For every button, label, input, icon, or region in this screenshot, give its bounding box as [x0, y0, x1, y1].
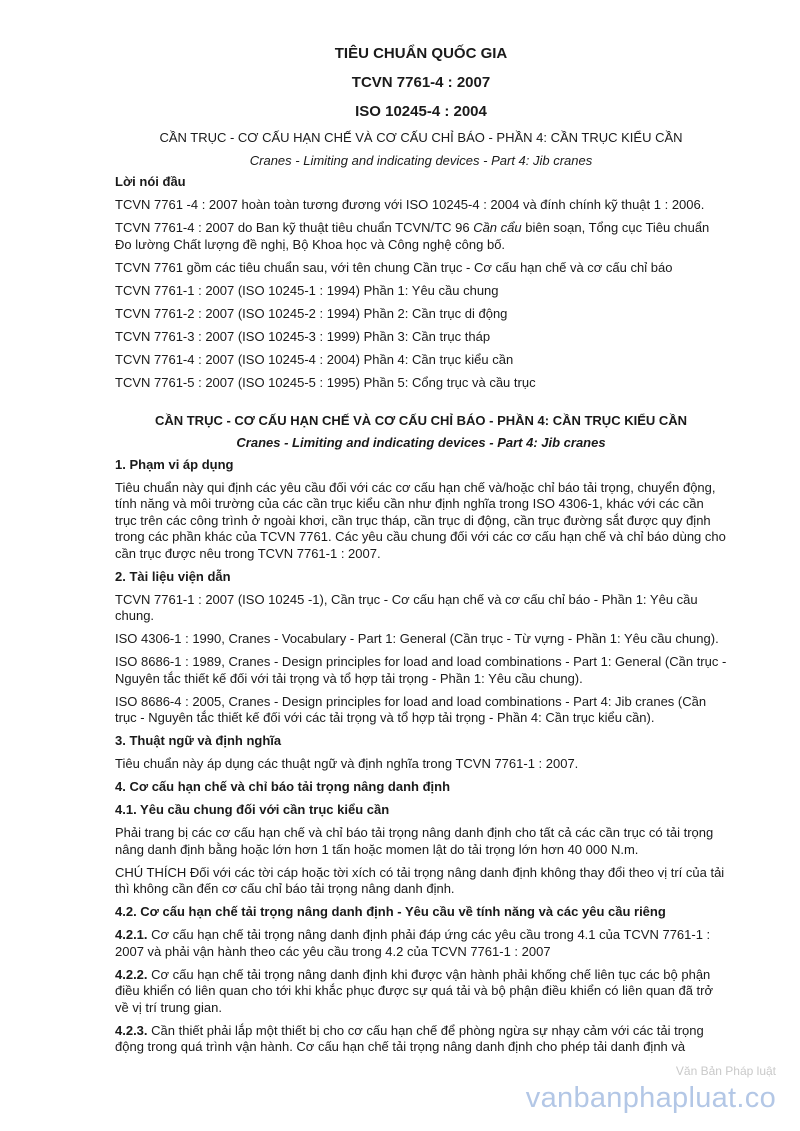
clause-4-2-3	[115, 1023, 727, 1056]
foreword-paragraph-1: TCVN 7761 -4 : 2007 hoàn toàn tương đương với ISO 10245-4 : 2004 và đính chính kỹ thuật 1 : 2006.	[115, 197, 705, 212]
clause-4-2-1	[115, 927, 727, 960]
foreword-part-4: TCVN 7761-4 : 2007 (ISO 10245-4 : 2004) Phần 4: Cần trục kiểu cần	[115, 351, 514, 367]
clause-4-2-3-text: Cần thiết phải lắp một thiết bị cho cơ cấu hạn chế để phòng ngừa sự nhạy cảm với các tải trọng động trong quá trình vận hành. Cơ cấu hạn chế tải trọng nâng danh định cho phép tải danh định và	[115, 1022, 704, 1054]
section-1-heading: 1. Phạm vi áp dụng	[115, 456, 234, 472]
foreword-paragraph-2	[115, 220, 727, 253]
section-4-2-heading: 4.2. Cơ cấu hạn chế tải trọng nâng danh định - Yêu cầu về tính năng và các yêu cầu riêng	[115, 904, 666, 919]
reference-2: ISO 4306-1 : 1990, Cranes - Vocabulary - Part 1: General (Cần trục - Từ vựng - Phần 1: Yêu cầu chung).	[115, 631, 719, 646]
foreword-part-5: TCVN 7761-5 : 2007 (ISO 10245-5 : 1995) Phần 5: Cổng trục và cầu trục	[115, 374, 536, 390]
section-3-heading: 3. Thuật ngữ và định nghĩa	[115, 733, 282, 748]
foreword-part-2: TCVN 7761-2 : 2007 (ISO 10245-2 : 1994) Phần 2: Cần trục di động	[115, 305, 508, 321]
doc-subtitle-en: Cranes - Limiting and indicating devices - Part 4: Jib cranes	[249, 153, 593, 168]
foreword-part-3: TCVN 7761-3 : 2007 (ISO 10245-3 : 1999) Phần 3: Cần trục tháp	[115, 328, 491, 344]
reference-1: TCVN 7761-1 : 2007 (ISO 10245 -1), Cần trục - Cơ cấu hạn chế và cơ cấu chỉ báo - Phần 1: Yêu cầu chung.	[115, 591, 698, 623]
foreword-p2-italic: Cần cẩu	[473, 220, 522, 235]
body-title: CẦN TRỤC - CƠ CẤU HẠN CHẾ VÀ CƠ CẤU CHỈ BÁO - PHẦN 4: CẦN TRỤC KIỂU CẦN	[154, 412, 688, 428]
reference-4: ISO 8686-4 : 2005, Cranes - Design principles for load and load combinations - Part 4: Jib cranes (Cần trục - Nguyên tắc thiết kế đối với các tải trọng và tổ hợp tải trọng - Phần 4: Cần trục kiểu cần).	[115, 693, 707, 725]
section-1-text: Tiêu chuẩn này qui định các yêu cầu đối với các cơ cấu hạn chế và/hoặc chỉ báo tải trọng, chuyển động, tính năng và môi trường của các cần trục kiểu cần như định nghĩa trong ISO 4306-1, khác với các cần trục trên các công trình ở ngoài khơi, cần trục tháp, cần trục di động, cần trục đường sắt được quy định trong các phần khác của TCVN 7761. Các yêu cầu chung đối với các cơ cấu hạn chế và chỉ báo dùng cho cần trục được nêu trong TCVN 7761-1 : 2007.	[115, 479, 726, 561]
watermark-small: Văn Bản Pháp luật	[675, 1064, 776, 1078]
section-3-text: Tiêu chuẩn này áp dụng các thuật ngữ và định nghĩa trong TCVN 7761-1 : 2007.	[115, 756, 579, 771]
clause-4-2-2-number: 4.2.2.	[115, 966, 148, 982]
section-4-heading: 4. Cơ cấu hạn chế và chỉ báo tải trọng nâng danh định	[115, 779, 451, 794]
section-4-1-text: Phải trang bị các cơ cấu hạn chế và chỉ báo tải trọng nâng danh định cho tất cả các cần trục có tải trọng nâng danh định bằng hoặc lớn hơn 1 tấn hoặc momen lật do tải trọng lớn hơn 40 000 N.m.	[115, 825, 714, 857]
doc-code-tcvn: TCVN 7761-4 : 2007	[351, 74, 491, 91]
doc-title: TIÊU CHUẨN QUỐC GIA	[334, 45, 508, 62]
clause-4-2-1-number: 4.2.1.	[115, 927, 148, 942]
clause-4-2-2	[115, 967, 727, 1017]
foreword-heading: Lời nói đầu	[115, 174, 186, 189]
document-page	[115, 44, 727, 1062]
foreword-part-1: TCVN 7761-1 : 2007 (ISO 10245-1 : 1994) Phần 1: Yêu cầu chung	[115, 282, 499, 298]
foreword-paragraph-3: TCVN 7761 gồm các tiêu chuẩn sau, với tên chung Cần trục - Cơ cấu hạn chế và cơ cấu chỉ báo	[115, 259, 673, 275]
section-2-heading: 2. Tài liệu viện dẫn	[115, 568, 231, 584]
foreword-p2-text-b: biên soạn, Tổng cục Tiêu chuẩn Đo lường Chất lượng đề nghị, Bộ Khoa học và Công nghệ công bố.	[115, 220, 710, 252]
clause-4-2-3-number: 4.2.3.	[115, 1022, 148, 1038]
doc-code-iso: ISO 10245-4 : 2004	[355, 103, 487, 120]
section-4-1-note: CHÚ THÍCH Đối với các tời cáp hoặc tời xích có tải trọng nâng danh định không thay đổi theo vị trí của tải thì không cần đến cơ cấu chỉ báo tải trọng nâng danh định.	[115, 864, 725, 896]
watermark-site: vanbanphapluat.co	[525, 1082, 776, 1114]
body-title-en: Cranes - Limiting and indicating devices - Part 4: Jib cranes	[236, 434, 606, 450]
section-4-1-heading: 4.1. Yêu cầu chung đối với cần trục kiểu cần	[115, 802, 390, 817]
doc-subtitle: CẦN TRỤC - CƠ CẤU HẠN CHẾ VÀ CƠ CẤU CHỈ BÁO - PHẦN 4: CẦN TRỤC KIỂU CẦN	[159, 130, 683, 145]
foreword-p2-text-a: TCVN 7761-4 : 2007 do Ban kỹ thuật tiêu chuẩn TCVN/TC 96	[115, 220, 474, 235]
clause-4-2-2-text: Cơ cấu hạn chế tải trọng nâng danh định khi được vận hành phải khống chế liên tục các bộ phận điều khiển có liên quan cho tới khi khắc phục được sự quá tải và bộ phận điều khiển có liên quan đã trở về vị trí trung gian.	[115, 966, 714, 1015]
reference-3: ISO 8686-1 : 1989, Cranes - Design principles for load and load combinations - Part 1: General (Cần trục - Nguyên tắc thiết kế đối với tải trọng và tổ hợp tải trọng - Phần 1: Yêu cầu chung).	[115, 654, 727, 686]
clause-4-2-1-text: Cơ cấu hạn chế tải trọng nâng danh định phải đáp ứng các yêu cầu trong 4.1 của TCVN 7761-1 : 2007 và phải vận hành theo các yêu cầu trong 4.2 của TCVN 7761-1 : 2007	[115, 927, 711, 959]
